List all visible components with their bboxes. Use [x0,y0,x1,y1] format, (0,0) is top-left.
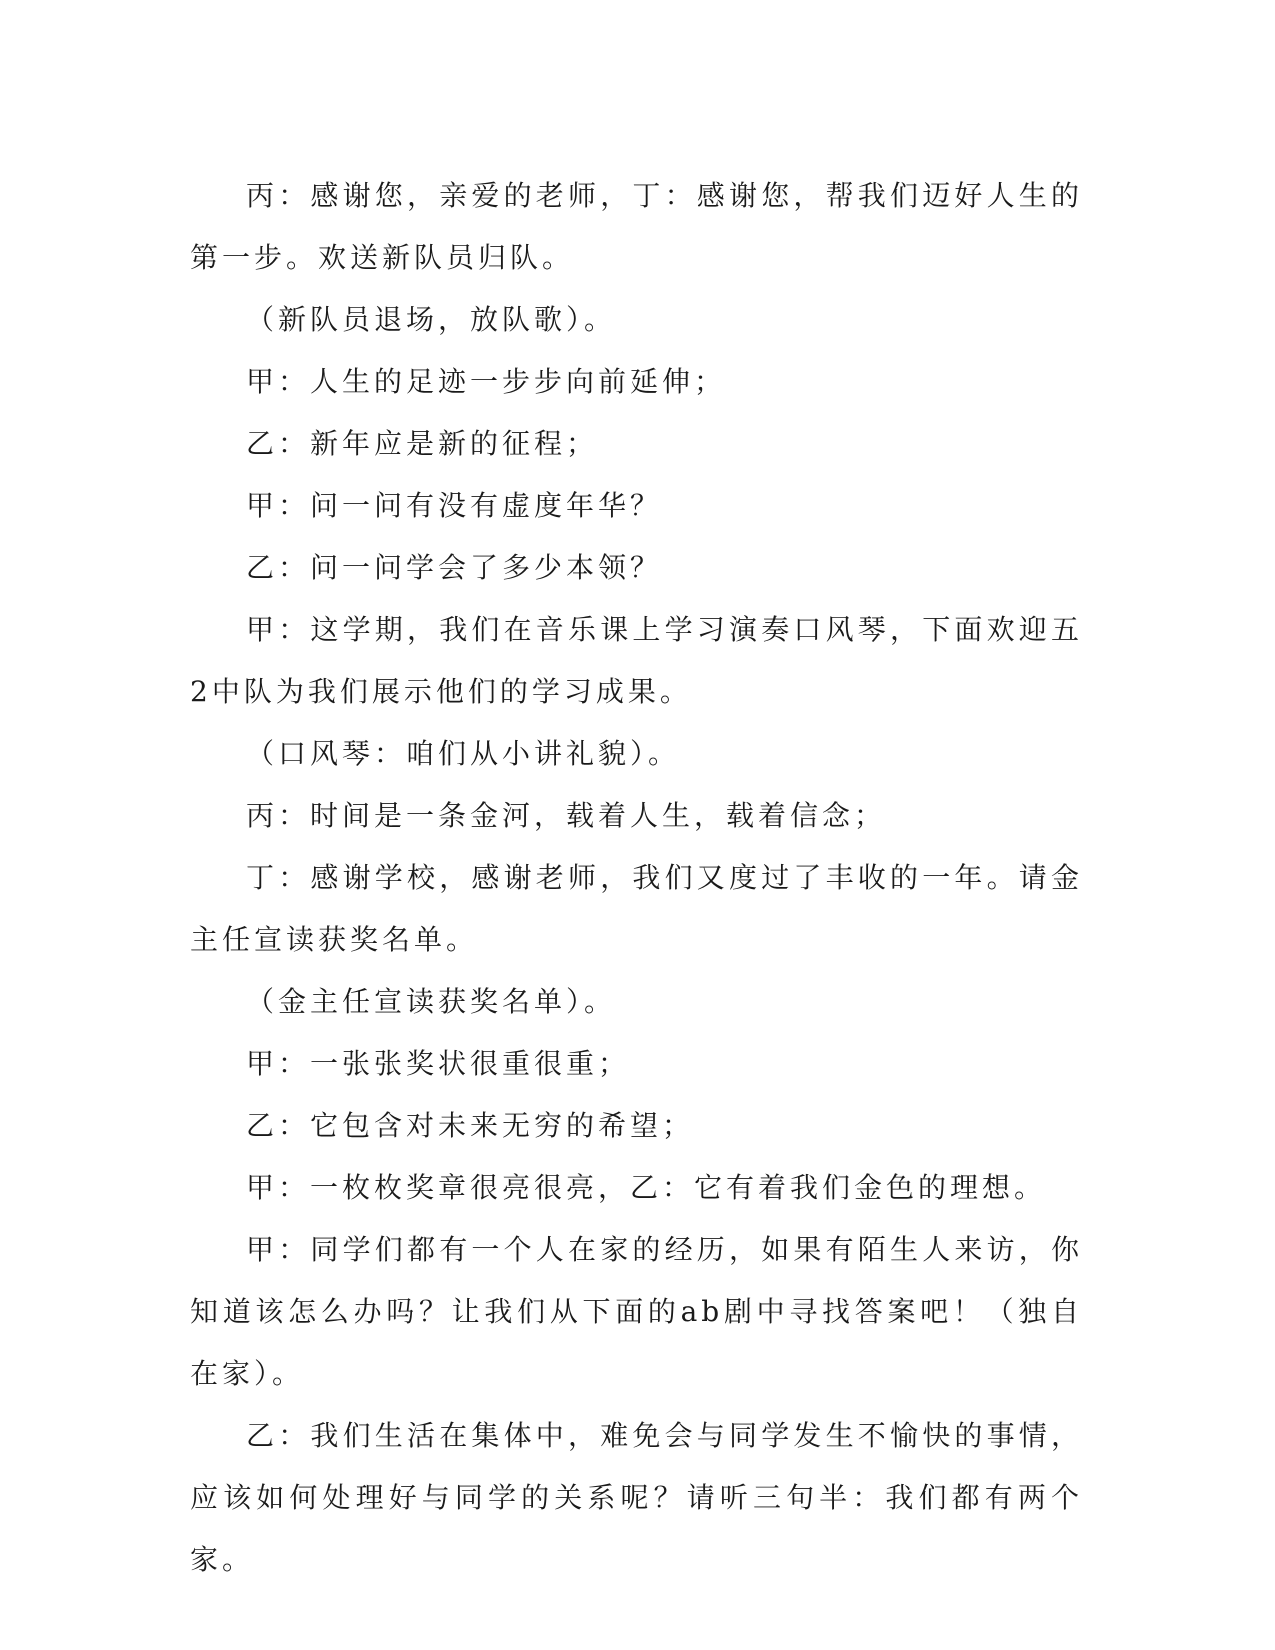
paragraph: 丙：时间是一条金河，载着人生，载着信念； [246,799,887,832]
paragraph: 甲：一枚枚奖章很亮很亮，乙：它有着我们金色的理想。 [246,1171,1047,1204]
paragraph: 乙：我们生活在集体中，难免会与同学发生不愉快的事情，应该如何处理好与同学的关系呢？请听三句半：我们都有两个家。 [190,1419,1083,1576]
paragraph: 甲：同学们都有一个人在家的经历，如果有陌生人来访，你知道该怎么办吗？让我们从下面的ab剧中寻找答案吧！（独自在家）。 [190,1233,1083,1390]
paragraph: 甲：一张张奖状很重很重； [246,1047,631,1080]
paragraph: （金主任宣读获奖名单）。 [246,985,617,1018]
paragraph: （新队员退场，放队歌）。 [246,303,617,336]
paragraph: （口风琴：咱们从小讲礼貌）。 [246,737,681,770]
paragraph: 乙：新年应是新的征程； [246,427,599,460]
paragraph: 甲：问一问有没有虚度年华？ [246,489,663,522]
paragraph: 甲：这学期，我们在音乐课上学习演奏口风琴，下面欢迎五2中队为我们展示他们的学习成果。 [190,613,1083,708]
paragraph: 甲：人生的足迹一步步向前延伸； [246,365,727,398]
paragraph: 乙：问一问学会了多少本领？ [246,551,663,584]
paragraph: 丙：感谢您，亲爱的老师，丁：感谢您，帮我们迈好人生的第一步。欢送新队员归队。 [190,179,1083,274]
paragraph: 丁：感谢学校，感谢老师，我们又度过了丰收的一年。请金主任宣读获奖名单。 [190,861,1083,956]
document-page [190,165,1083,1591]
paragraph: 乙：它包含对未来无穷的希望； [246,1109,695,1142]
